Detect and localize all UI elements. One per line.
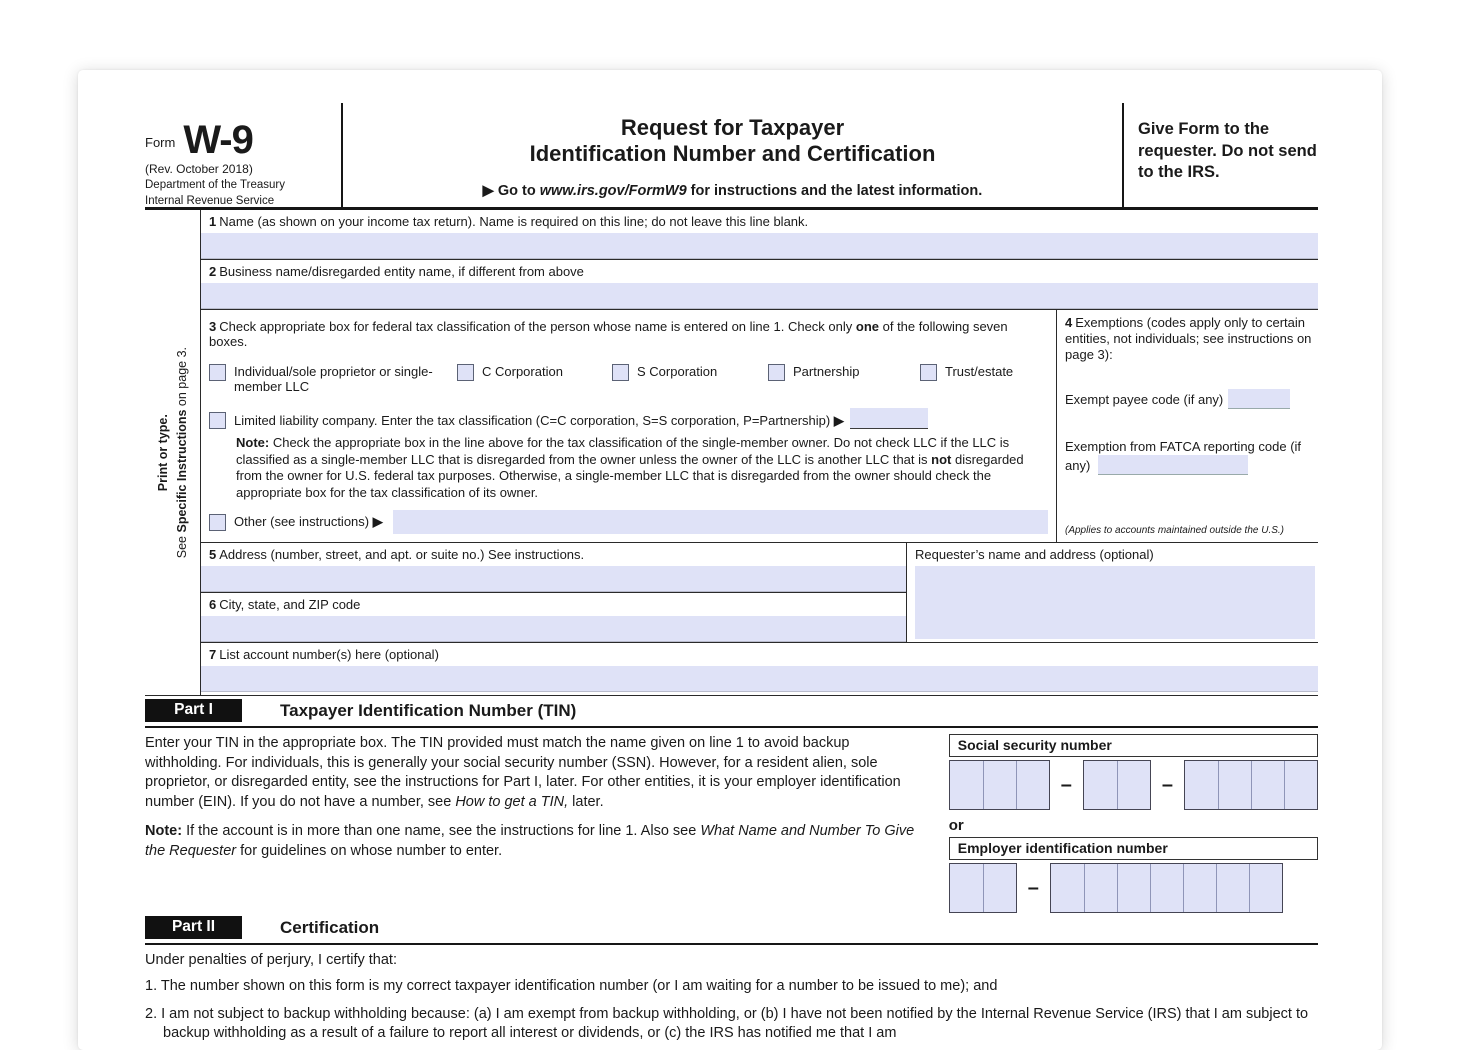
line3-number: 3 bbox=[209, 319, 217, 334]
ein-label: Employer identification number bbox=[949, 837, 1318, 860]
line5-number: 5 bbox=[209, 547, 217, 562]
ein-group-2 bbox=[1050, 863, 1283, 913]
form-number: W-9 bbox=[183, 118, 253, 162]
part2-badge: Part II bbox=[145, 916, 242, 939]
checkbox-individual[interactable] bbox=[209, 364, 226, 381]
exemptions-section bbox=[1056, 310, 1318, 542]
row-address bbox=[201, 543, 906, 593]
digit-cell[interactable] bbox=[1117, 864, 1150, 912]
line7-label: List account number(s) here (optional) bbox=[219, 647, 439, 662]
form-title-line2: Identification Number and Certification bbox=[529, 141, 936, 166]
part1-note: Note: If the account is in more than one name, see the instructions for line 1. Also see What Name and Number To Give the Requester for guidelines on whose number to enter. bbox=[145, 823, 915, 859]
tin-entry-area bbox=[924, 734, 1318, 913]
form-page bbox=[78, 70, 1382, 1050]
digit-cell[interactable] bbox=[1016, 761, 1049, 809]
digit-cell[interactable] bbox=[1183, 864, 1216, 912]
fatca-code-input[interactable] bbox=[1098, 455, 1248, 475]
form-header bbox=[145, 103, 1318, 210]
form-title-line1: Request for Taxpayer bbox=[620, 115, 845, 140]
checkbox-trust-estate[interactable] bbox=[920, 364, 937, 381]
see-instructions-label: See Specific Instructions on page 3. bbox=[174, 346, 189, 559]
give-form-notice: Give Form to the requester. Do not send to the IRS. bbox=[1122, 103, 1318, 207]
print-or-type-label: Print or type. bbox=[155, 413, 170, 492]
ein-dash: – bbox=[1027, 876, 1039, 899]
address-input[interactable] bbox=[201, 566, 906, 592]
print-or-type-rail bbox=[145, 210, 200, 695]
ssn-dash-1: – bbox=[1060, 773, 1072, 796]
certification-item-1: 1. The number shown on this form is my correct taxpayer identification number (or I am waiting for a number to be issued to me); and bbox=[145, 978, 998, 994]
business-name-input[interactable] bbox=[201, 283, 1318, 309]
line7-number: 7 bbox=[209, 647, 217, 662]
checkbox-partnership[interactable] bbox=[768, 364, 785, 381]
form-revision: (Rev. October 2018) bbox=[145, 162, 253, 176]
agency-line: Internal Revenue Service bbox=[145, 194, 275, 207]
row-business-name bbox=[201, 260, 1318, 310]
digit-cell[interactable] bbox=[1117, 761, 1150, 809]
line4-number: 4 bbox=[1065, 315, 1073, 330]
certification-intro: Under penalties of perjury, I certify that: bbox=[145, 952, 397, 968]
part1-paragraph: Enter your TIN in the appropriate box. The TIN provided must match the name given on line 1 to avoid backup withholding. For individuals, this is generally your social security number (SSN). However, for a resident alien, sole proprietor, or disregarded entity, see the instructions for Part I, later. For other entities, it is your employer identification number (EIN). If you do not have a number, see How to get a TIN, later. bbox=[145, 735, 901, 810]
ssn-group-1 bbox=[949, 760, 1050, 810]
certification-item-2: 2. I am not subject to backup withholding because: (a) I am exempt from backup withholding, or (b) I have not been notified by the Internal Revenue Service (IRS) that I am subject to backup withholding as a result of a failure to report all interest or dividends, or (c) the IRS has notified me that I am bbox=[145, 1006, 1309, 1041]
line2-number: 2 bbox=[209, 264, 217, 279]
ein-group-1 bbox=[949, 863, 1017, 913]
line3-label: Check appropriate box for federal tax classification of the person whose name is entered on line 1. Check only one of the following seven boxes. bbox=[209, 319, 1008, 349]
line1-number: 1 bbox=[209, 214, 217, 229]
ssn-boxes bbox=[949, 760, 1318, 810]
form-word: Form bbox=[145, 135, 176, 150]
checkbox-llc[interactable] bbox=[209, 412, 226, 429]
line6-label: City, state, and ZIP code bbox=[219, 597, 361, 612]
requester-input[interactable] bbox=[915, 566, 1315, 639]
other-classification-input[interactable] bbox=[393, 510, 1048, 534]
checkbox-llc-label: Limited liability company. Enter the tax classification (C=C corporation, S=S corporation, P=Partnership) ▶ bbox=[234, 413, 844, 428]
account-numbers-input[interactable] bbox=[201, 666, 1318, 692]
checkbox-c-corporation[interactable] bbox=[457, 364, 474, 381]
part1-title: Taxpayer Identification Number (TIN) bbox=[280, 700, 577, 720]
form-subtitle: ▶ Go to www.irs.gov/FormW9 for instructions and the latest information. bbox=[482, 183, 983, 199]
or-label: or bbox=[948, 817, 964, 834]
part1-instructions bbox=[145, 734, 924, 913]
llc-note: Note: Check the appropriate box in the line above for the tax classification of the single-member owner. Do not check LLC if the LLC is classified as a single-member LLC that is disregarded from the owner unless the owner of the LLC is another LLC that is not disregarded from the owner for U.S. federal tax purposes. Otherwise, a single-member LLC that is disregarded from the owner should check the appropriate box for the tax classification of its owner. bbox=[236, 435, 1024, 500]
row-city-state-zip bbox=[201, 593, 906, 642]
checkbox-other-label: Other (see instructions) ▶ bbox=[234, 514, 383, 529]
digit-cell[interactable] bbox=[1251, 761, 1284, 809]
exemptions-intro: Exemptions (codes apply only to certain entities, not individuals; see instructions on page 3): bbox=[1065, 315, 1312, 362]
line2-label: Business name/disregarded entity name, if different from above bbox=[219, 264, 584, 279]
part1-badge: Part I bbox=[145, 699, 242, 722]
line5-label: Address (number, street, and apt. or suite no.) See instructions. bbox=[219, 547, 585, 562]
digit-cell[interactable] bbox=[1150, 864, 1183, 912]
requester-label: Requester’s name and address (optional) bbox=[915, 547, 1154, 562]
digit-cell[interactable] bbox=[950, 864, 983, 912]
checkbox-individual-label: Individual/sole proprietor or single-member LLC bbox=[234, 364, 433, 394]
checkbox-trust-estate-label: Trust/estate bbox=[945, 364, 1014, 379]
requester-section bbox=[906, 543, 1318, 642]
ssn-group-2 bbox=[1083, 760, 1151, 810]
form-identity bbox=[145, 103, 341, 207]
digit-cell[interactable] bbox=[1249, 864, 1282, 912]
exempt-payee-label: Exempt payee code (if any) bbox=[1065, 392, 1224, 407]
department-line: Department of the Treasury bbox=[145, 179, 285, 191]
checkbox-s-corporation[interactable] bbox=[612, 364, 629, 381]
ssn-dash-2: – bbox=[1161, 773, 1173, 796]
fatca-label: Exemption from FATCA reporting code (if any) bbox=[1065, 439, 1302, 473]
tax-classification-section bbox=[201, 310, 1056, 542]
row-name bbox=[201, 210, 1318, 260]
name-input[interactable] bbox=[201, 233, 1318, 259]
checkbox-partnership-label: Partnership bbox=[793, 364, 860, 379]
digit-cell[interactable] bbox=[1084, 864, 1117, 912]
city-state-zip-input[interactable] bbox=[201, 616, 906, 642]
digit-cell[interactable] bbox=[1216, 864, 1249, 912]
checkbox-c-corporation-label: C Corporation bbox=[482, 364, 563, 379]
digit-cell[interactable] bbox=[1051, 864, 1084, 912]
row-account-numbers bbox=[201, 643, 1318, 692]
ein-boxes bbox=[949, 863, 1318, 913]
part2-title: Certification bbox=[280, 917, 380, 937]
checkbox-other[interactable] bbox=[209, 514, 226, 531]
digit-cell[interactable] bbox=[983, 864, 1016, 912]
digit-cell[interactable] bbox=[1185, 761, 1218, 809]
digit-cell[interactable] bbox=[1218, 761, 1251, 809]
exempt-payee-code-input[interactable] bbox=[1228, 389, 1290, 409]
digit-cell[interactable] bbox=[1284, 761, 1317, 809]
digit-cell[interactable] bbox=[1084, 761, 1117, 809]
form-title-block bbox=[341, 103, 1122, 207]
ssn-group-3 bbox=[1184, 760, 1318, 810]
ssn-label: Social security number bbox=[949, 734, 1318, 757]
llc-classification-input[interactable] bbox=[850, 408, 928, 429]
checkbox-s-corporation-label: S Corporation bbox=[637, 364, 718, 379]
digit-cell[interactable] bbox=[950, 761, 983, 809]
line6-number: 6 bbox=[209, 597, 217, 612]
fatca-footnote: (Applies to accounts maintained outside the U.S.) bbox=[1065, 525, 1285, 536]
digit-cell[interactable] bbox=[983, 761, 1016, 809]
line1-label: Name (as shown on your income tax return). Name is required on this line; do not leave this line blank. bbox=[219, 214, 809, 229]
